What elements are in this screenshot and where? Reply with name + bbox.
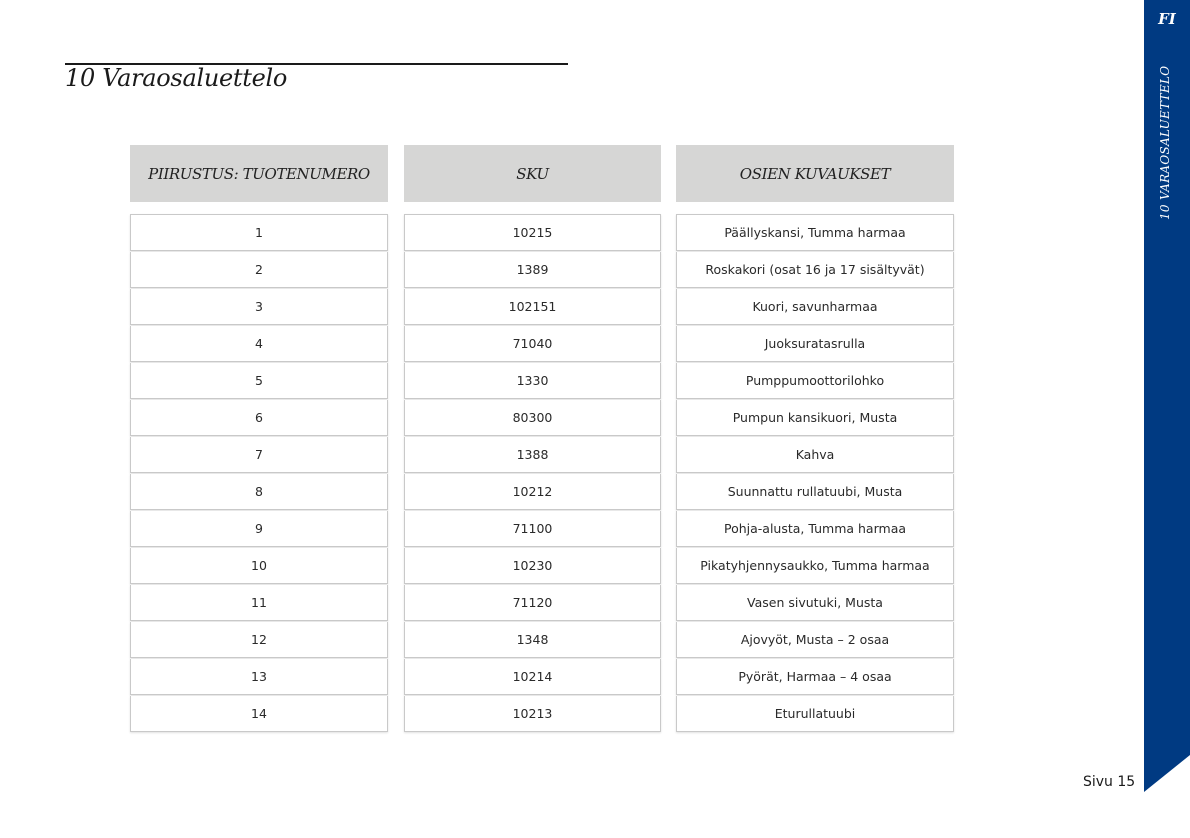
column-description <box>676 145 954 733</box>
sku-cell: 71120 <box>404 585 661 621</box>
sku-cell: 102151 <box>404 289 661 325</box>
drawing-number-cell: 1 <box>130 214 388 251</box>
drawing-number-cell: 2 <box>130 252 388 288</box>
drawing-number-cell: 12 <box>130 622 388 658</box>
drawing-number-cell: 4 <box>130 326 388 362</box>
description-cell: Pikatyhjennysaukko, Tumma harmaa <box>676 548 954 584</box>
description-cell: Pumpun kansikuori, Musta <box>676 400 954 436</box>
description-cell: Pumppumoottorilohko <box>676 363 954 399</box>
sku-cell: 10213 <box>404 696 661 732</box>
sku-cell: 10212 <box>404 474 661 510</box>
drawing-number-cell: 9 <box>130 511 388 547</box>
sku-cell: 10230 <box>404 548 661 584</box>
drawing-number-cell: 13 <box>130 659 388 695</box>
sku-cell: 1388 <box>404 437 661 473</box>
drawing-number-cell: 7 <box>130 437 388 473</box>
description-cell: Vasen sivutuki, Musta <box>676 585 954 621</box>
drawing-number-cell: 5 <box>130 363 388 399</box>
sku-cell: 1389 <box>404 252 661 288</box>
column-drawing-number <box>130 145 388 733</box>
sku-cell: 71040 <box>404 326 661 362</box>
drawing-number-cell: 10 <box>130 548 388 584</box>
section-side-label: 10 VARAOSALUETTELO <box>1158 65 1172 220</box>
drawing-number-cell: 8 <box>130 474 388 510</box>
drawing-number-cell: 14 <box>130 696 388 732</box>
drawing-number-cells <box>130 214 388 733</box>
sku-cell: 1330 <box>404 363 661 399</box>
description-cells <box>676 214 954 733</box>
description-cell: Päällyskansi, Tumma harmaa <box>676 214 954 251</box>
sku-cell: 1348 <box>404 622 661 658</box>
description-cell: Ajovyöt, Musta – 2 osaa <box>676 622 954 658</box>
column-header-sku: SKU <box>404 145 661 202</box>
drawing-number-cell: 6 <box>130 400 388 436</box>
column-header-description: OSIEN KUVAUKSET <box>676 145 954 202</box>
description-cell: Kahva <box>676 437 954 473</box>
description-cell: Roskakori (osat 16 ja 17 sisältyvät) <box>676 252 954 288</box>
language-badge: FI <box>1158 10 1176 28</box>
description-cell: Juoksuratasrulla <box>676 326 954 362</box>
description-cell: Eturullatuubi <box>676 696 954 732</box>
page-title: 10 Varaosaluettelo <box>65 64 288 92</box>
description-cell: Kuori, savunharmaa <box>676 289 954 325</box>
column-sku <box>404 145 661 733</box>
page-number: Sivu 15 <box>1083 774 1136 790</box>
description-cell: Pyörät, Harmaa – 4 osaa <box>676 659 954 695</box>
description-cell: Pohja-alusta, Tumma harmaa <box>676 511 954 547</box>
sku-cells <box>404 214 661 733</box>
sku-cell: 10214 <box>404 659 661 695</box>
drawing-number-cell: 3 <box>130 289 388 325</box>
column-header-drawing-number: PIIRUSTUS: TUOTENUMERO <box>130 145 388 202</box>
sku-cell: 80300 <box>404 400 661 436</box>
drawing-number-cell: 11 <box>130 585 388 621</box>
sku-cell: 71100 <box>404 511 661 547</box>
description-cell: Suunnattu rullatuubi, Musta <box>676 474 954 510</box>
sku-cell: 10215 <box>404 214 661 251</box>
